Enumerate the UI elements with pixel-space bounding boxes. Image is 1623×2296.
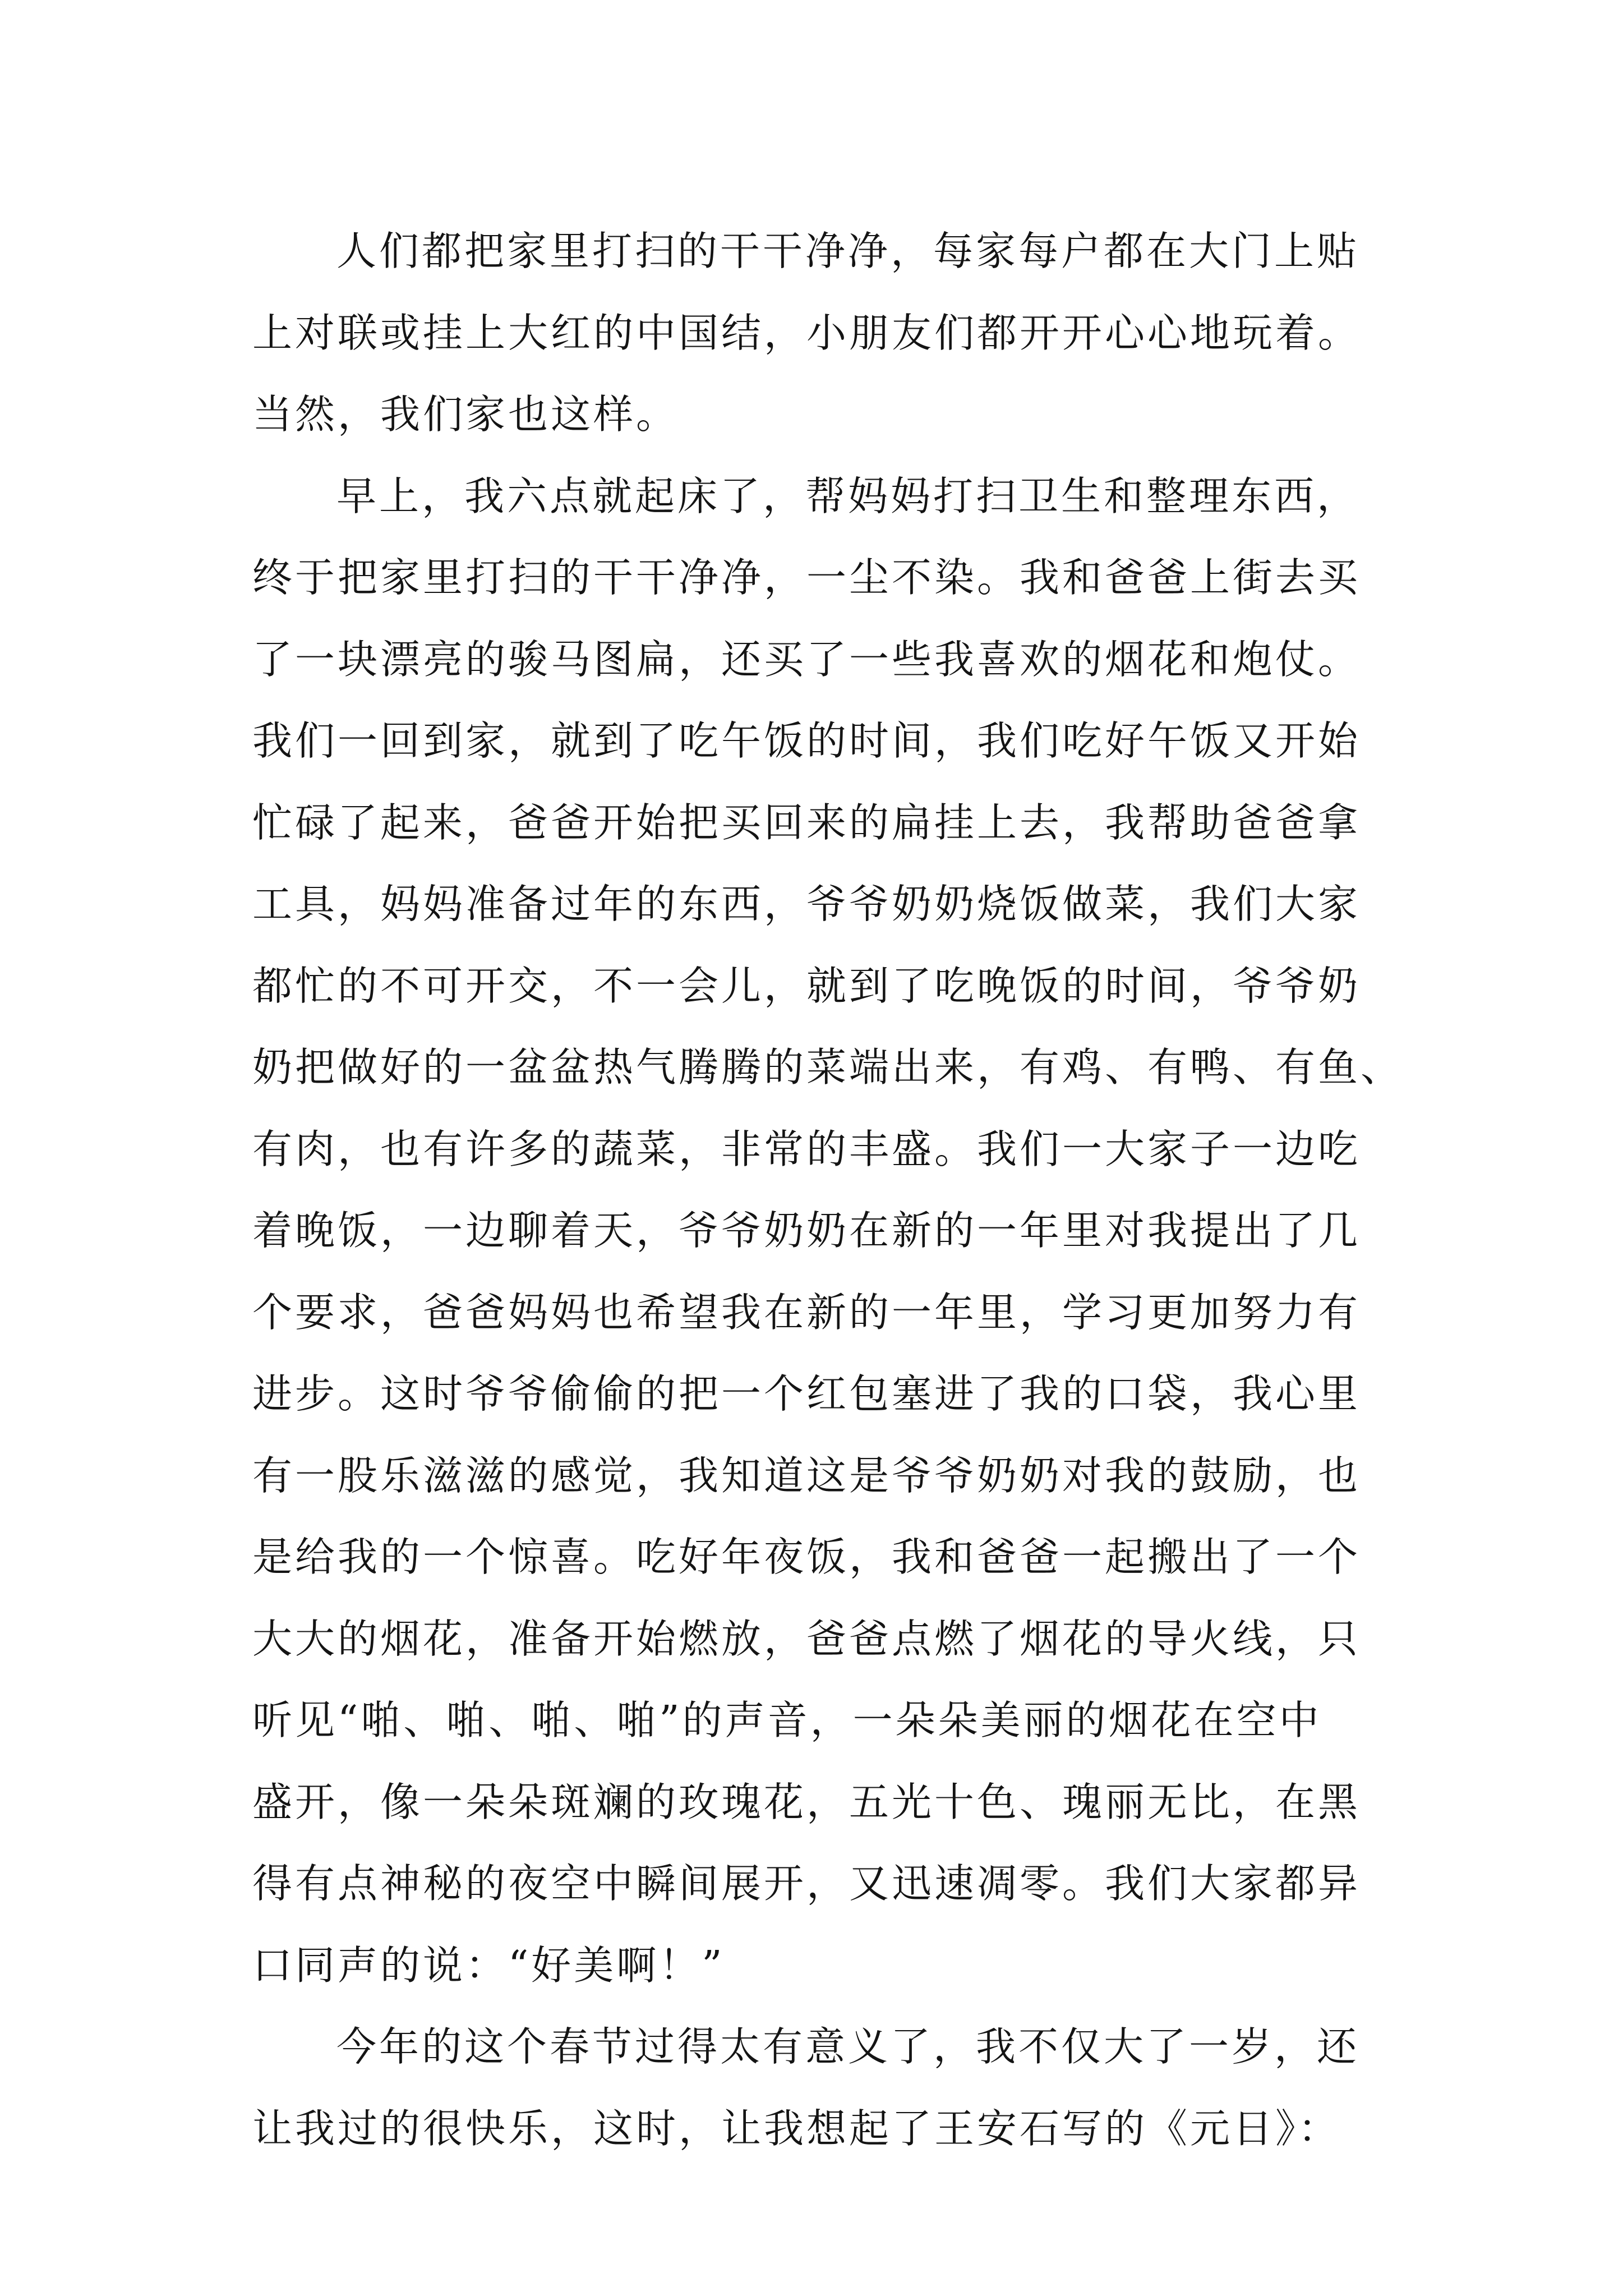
text-line: 听见“啪、啪、啪、啪”的声音，一朵朵美丽的烟花在空中 [252, 1697, 1322, 1743]
text-line: 是给我的一个惊喜。吃好年夜饭，我和爸爸一起搬出了一个 [252, 1534, 1361, 1580]
text-line: 奶把做好的一盆盆热气腾腾的菜端出来，有鸡、有鸭、有鱼、 [252, 1044, 1404, 1091]
text-line: 上对联或挂上大红的中国结，小朋友们都开开心心地玩着。 [252, 309, 1361, 356]
text-line: 盛开，像一朵朵斑斓的玫瑰花，五光十色、瑰丽无比，在黑 [252, 1778, 1361, 1825]
text-line: 进步。这时爷爷偷偷的把一个红包塞进了我的口袋，我心里 [252, 1370, 1361, 1417]
text-line: 工具，妈妈准备过年的东西，爷爷奶奶烧饭做菜，我们大家 [252, 881, 1361, 927]
text-line: 终于把家里打扫的干干净净，一尘不染。我和爸爸上街去买 [252, 554, 1361, 601]
text-line: 忙碌了起来，爸爸开始把买回来的扁挂上去，我帮助爸爸拿 [252, 799, 1361, 846]
text-line: 今年的这个春节过得太有意义了，我不仅大了一岁，还 [336, 2023, 1360, 2070]
text-line: 都忙的不可开交，不一会儿，就到了吃晚饭的时间，爷爷奶 [252, 962, 1361, 1009]
text-line: 我们一回到家，就到了吃午饭的时间，我们吃好午饭又开始 [252, 717, 1361, 764]
text-line: 有一股乐滋滋的感觉，我知道这是爷爷奶奶对我的鼓励，也 [252, 1452, 1361, 1499]
text-line: 让我过的很快乐，这时，让我想起了王安石写的《元日》： [252, 2105, 1341, 2152]
body-text [252, 210, 1402, 2169]
text-line: 着晚饭，一边聊着天，爷爷奶奶在新的一年里对我提出了几 [252, 1207, 1361, 1254]
text-line: 人们都把家里打扫的干干净净，每家每户都在大门上贴 [336, 228, 1360, 274]
text-line: 个要求，爸爸妈妈也希望我在新的一年里，学习更加努力有 [252, 1289, 1361, 1336]
text-line: 早上，我六点就起床了，帮妈妈打扫卫生和整理东西， [336, 472, 1360, 519]
text-line: 当然，我们家也这样。 [252, 391, 679, 438]
text-line: 了一块漂亮的骏马图扁，还买了一些我喜欢的烟花和炮仗。 [252, 636, 1361, 683]
text-line: 口同声的说：“好美啊！” [252, 1941, 725, 1989]
text-line: 有肉，也有许多的蔬菜，非常的丰盛。我们一大家子一边吃 [252, 1125, 1361, 1172]
text-line: 得有点神秘的夜空中瞬间展开，又迅速凋零。我们大家都异 [252, 1860, 1361, 1907]
text-line: 大大的烟花，准备开始燃放，爸爸点燃了烟花的导火线，只 [252, 1615, 1361, 1662]
